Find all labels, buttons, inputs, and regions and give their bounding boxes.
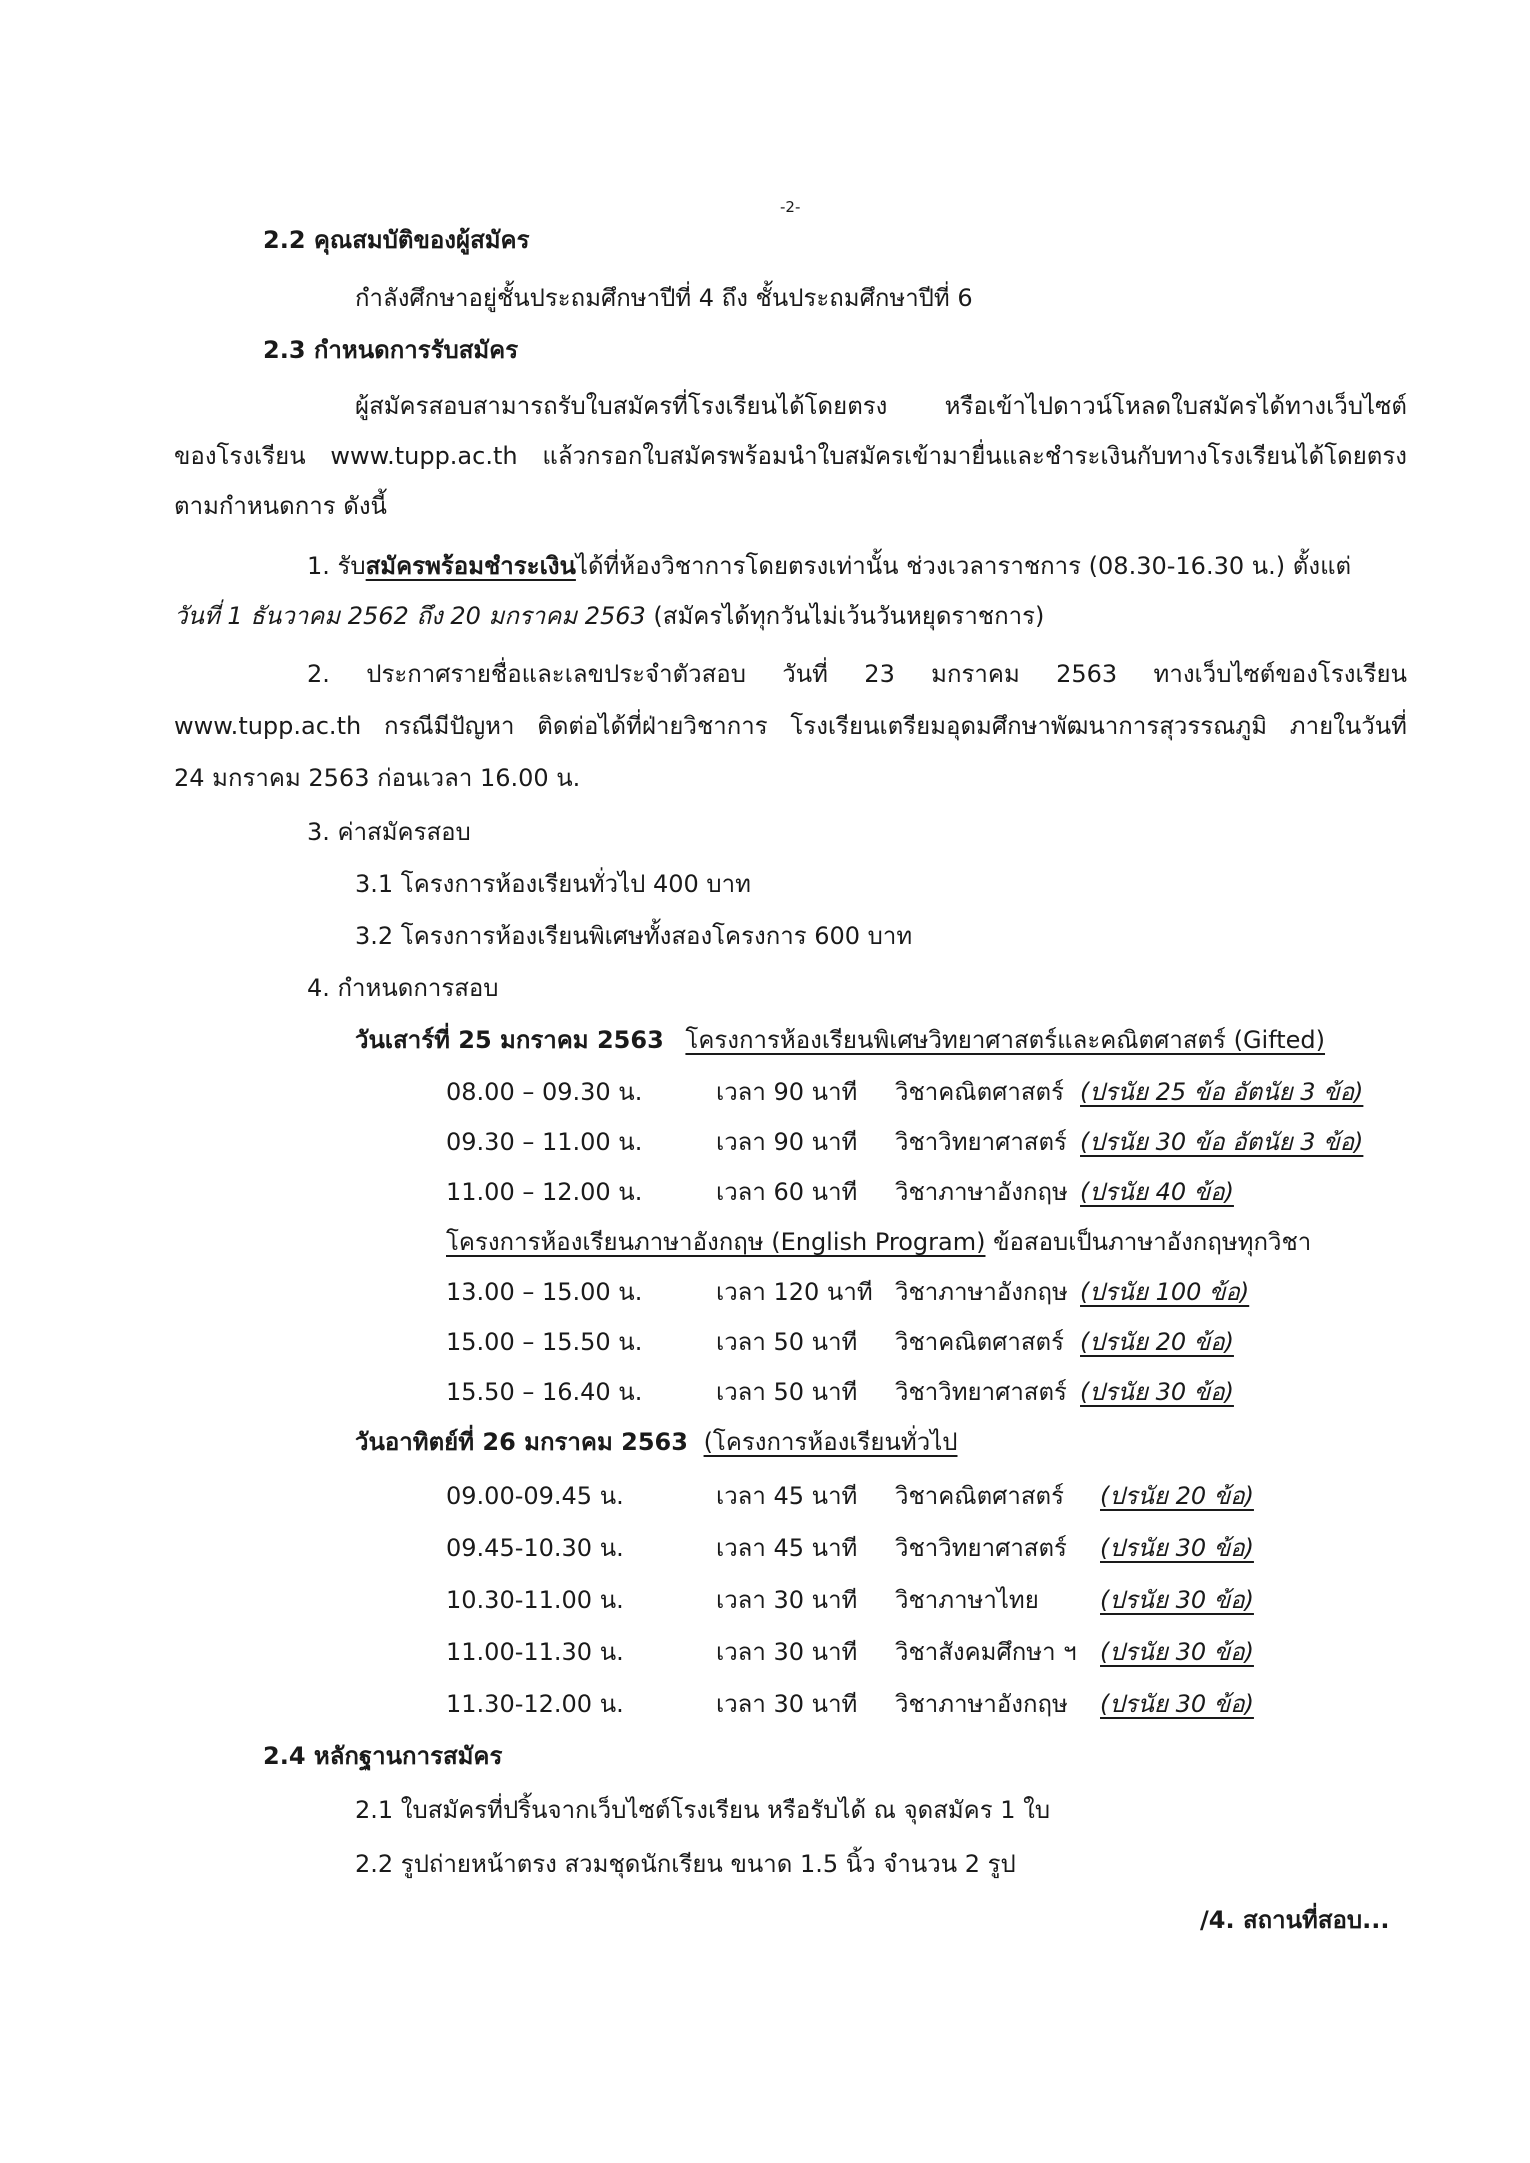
exam-subject: วิชาภาษาอังกฤษ bbox=[895, 1278, 1068, 1306]
exam-question-count: (ปรนัย 30 ข้อ) bbox=[1100, 1638, 1254, 1666]
day-2-header bbox=[355, 1424, 958, 1460]
item-1-prefix: 1. รับ bbox=[307, 552, 366, 580]
fee-item: 3.1 โครงการห้องเรียนทั่วไป 400 บาท bbox=[355, 870, 751, 898]
exam-question-count: (ปรนัย 25 ข้อ อัตนัย 3 ข้อ) bbox=[1080, 1078, 1364, 1106]
document-item: 2.2 รูปถ่ายหน้าตรง สวมชุดนักเรียน ขนาด 1.5 นิ้ว จำนวน 2 รูป bbox=[355, 1850, 1016, 1878]
exam-time: 10.30-11.00 น. bbox=[446, 1586, 624, 1614]
day-1-header bbox=[355, 1022, 1325, 1058]
exam-subject: วิชาคณิตศาสตร์ bbox=[895, 1482, 1064, 1510]
exam-subject: วิชาภาษาอังกฤษ bbox=[895, 1690, 1068, 1718]
item-1-text: ได้ที่ห้องวิชาการโดยตรงเท่านั้น ช่วงเวลาราชการ (08.30-16.30 น.) ตั้งแต่ bbox=[575, 552, 1352, 580]
exam-time: 09.30 – 11.00 น. bbox=[446, 1128, 643, 1156]
paragraph-line: ของโรงเรียน www.tupp.ac.th แล้วกรอกใบสมัครพร้อมนำใบสมัครเข้ามายื่นและชำระเงินกับทางโรงเรียนได้โดยตรง bbox=[174, 442, 1407, 470]
exam-duration: เวลา 60 นาที bbox=[716, 1178, 858, 1206]
exam-question-count: (ปรนัย 20 ข้อ) bbox=[1100, 1482, 1254, 1510]
exam-question-count: (ปรนัย 100 ข้อ) bbox=[1080, 1278, 1250, 1306]
document-item: 2.1 ใบสมัครที่ปริ้นจากเว็บไซต์โรงเรียน หรือรับได้ ณ จุดสมัคร 1 ใบ bbox=[355, 1796, 1051, 1824]
paragraph-line: 24 มกราคม 2563 ก่อนเวลา 16.00 น. bbox=[174, 764, 581, 792]
exam-subject: วิชาสังคมศึกษา ฯ bbox=[895, 1638, 1077, 1666]
fees-heading: 3. ค่าสมัครสอบ bbox=[307, 818, 471, 846]
page-number: -2- bbox=[780, 198, 801, 216]
item-1-emphasis: สมัครพร้อมชำระเงิน bbox=[365, 552, 576, 580]
exam-subject: วิชาวิทยาศาสตร์ bbox=[895, 1128, 1067, 1156]
registration-item-1 bbox=[307, 548, 1407, 584]
fee-item: 3.2 โครงการห้องเรียนพิเศษทั้งสองโครงการ 600 บาท bbox=[355, 922, 913, 950]
exam-schedule-heading: 4. กำหนดการสอบ bbox=[307, 974, 499, 1002]
exam-time: 11.00-11.30 น. bbox=[446, 1638, 624, 1666]
section-2-4-heading: 2.4 หลักฐานการสมัคร bbox=[263, 1742, 503, 1770]
exam-subject: วิชาวิทยาศาสตร์ bbox=[895, 1534, 1067, 1562]
section-2-3-heading: 2.3 กำหนดการรับสมัคร bbox=[263, 336, 519, 364]
registration-item-1-dates bbox=[174, 598, 1044, 634]
exam-duration: เวลา 120 นาที bbox=[716, 1278, 873, 1306]
paragraph-line: ตามกำหนดการ ดังนี้ bbox=[174, 492, 387, 520]
exam-time: 08.00 – 09.30 น. bbox=[446, 1078, 643, 1106]
exam-time: 15.00 – 15.50 น. bbox=[446, 1328, 643, 1356]
exam-time: 11.30-12.00 น. bbox=[446, 1690, 624, 1718]
exam-time: 11.00 – 12.00 น. bbox=[446, 1178, 643, 1206]
exam-duration: เวลา 90 นาที bbox=[716, 1128, 858, 1156]
exam-question-count: (ปรนัย 20 ข้อ) bbox=[1080, 1328, 1234, 1356]
exam-question-count: (ปรนัย 30 ข้อ) bbox=[1080, 1378, 1234, 1406]
exam-duration: เวลา 30 นาที bbox=[716, 1690, 858, 1718]
exam-subject: วิชาคณิตศาสตร์ bbox=[895, 1078, 1064, 1106]
exam-question-count: (ปรนัย 30 ข้อ อัตนัย 3 ข้อ) bbox=[1080, 1128, 1364, 1156]
day-1-date: วันเสาร์ที่ 25 มกราคม 2563 bbox=[355, 1026, 664, 1054]
exam-question-count: (ปรนัย 40 ข้อ) bbox=[1080, 1178, 1234, 1206]
exam-question-count: (ปรนัย 30 ข้อ) bbox=[1100, 1586, 1254, 1614]
day-1-program: โครงการห้องเรียนพิเศษวิทยาศาสตร์และคณิตศาสตร์ (Gifted) bbox=[685, 1026, 1326, 1054]
english-program-title: โครงการห้องเรียนภาษาอังกฤษ (English Program) bbox=[446, 1228, 986, 1256]
exam-subject: วิชาคณิตศาสตร์ bbox=[895, 1328, 1064, 1356]
exam-duration: เวลา 45 นาที bbox=[716, 1534, 858, 1562]
day-2-date: วันอาทิตย์ที่ 26 มกราคม 2563 bbox=[355, 1428, 688, 1456]
section-2-2-text: กำลังศึกษาอยู่ชั้นประถมศึกษาปีที่ 4 ถึง ชั้นประถมศึกษาปีที่ 6 bbox=[355, 284, 973, 312]
exam-duration: เวลา 30 นาที bbox=[716, 1638, 858, 1666]
exam-question-count: (ปรนัย 30 ข้อ) bbox=[1100, 1690, 1254, 1718]
registration-dates: วันที่ 1 ธันวาคม 2562 ถึง 20 มกราคม 2563 bbox=[174, 602, 646, 630]
exam-question-count: (ปรนัย 30 ข้อ) bbox=[1100, 1534, 1254, 1562]
exam-time: 09.00-09.45 น. bbox=[446, 1482, 624, 1510]
exam-time: 13.00 – 15.00 น. bbox=[446, 1278, 643, 1306]
paragraph-line: ผู้สมัครสอบสามารถรับใบสมัครที่โรงเรียนได้โดยตรง หรือเข้าไปดาวน์โหลดใบสมัครได้ทางเว็บไซต์ bbox=[355, 392, 1407, 420]
exam-duration: เวลา 90 นาที bbox=[716, 1078, 858, 1106]
registration-item-2: 2. ประกาศรายชื่อและเลขประจำตัวสอบ วันที่ 23 มกราคม 2563 ทางเว็บไซต์ของโรงเรียน bbox=[307, 660, 1407, 688]
exam-duration: เวลา 30 นาที bbox=[716, 1586, 858, 1614]
section-2-2-heading: 2.2 คุณสมบัติของผู้สมัคร bbox=[263, 226, 530, 254]
exam-subject: วิชาภาษาไทย bbox=[895, 1586, 1039, 1614]
exam-duration: เวลา 50 นาที bbox=[716, 1378, 858, 1406]
exam-duration: เวลา 50 นาที bbox=[716, 1328, 858, 1356]
english-program-note: ข้อสอบเป็นภาษาอังกฤษทุกวิชา bbox=[985, 1228, 1312, 1256]
day-2-program: (โครงการห้องเรียนทั่วไป bbox=[703, 1428, 958, 1456]
exam-duration: เวลา 45 นาที bbox=[716, 1482, 858, 1510]
exam-time: 15.50 – 16.40 น. bbox=[446, 1378, 643, 1406]
paragraph-line: www.tupp.ac.th กรณีมีปัญหา ติดต่อได้ที่ฝ่ายวิชาการ โรงเรียนเตรียมอุดมศึกษาพัฒนาการสุวรรณภูมิ ภายในวันที่ bbox=[174, 712, 1407, 740]
english-program-header bbox=[446, 1224, 1311, 1260]
exam-subject: วิชาภาษาอังกฤษ bbox=[895, 1178, 1068, 1206]
exam-time: 09.45-10.30 น. bbox=[446, 1534, 624, 1562]
exam-subject: วิชาวิทยาศาสตร์ bbox=[895, 1378, 1067, 1406]
continuation-note: /4. สถานที่สอบ... bbox=[1200, 1906, 1390, 1934]
registration-note: (สมัครได้ทุกวันไม่เว้นวันหยุดราชการ) bbox=[645, 602, 1045, 630]
